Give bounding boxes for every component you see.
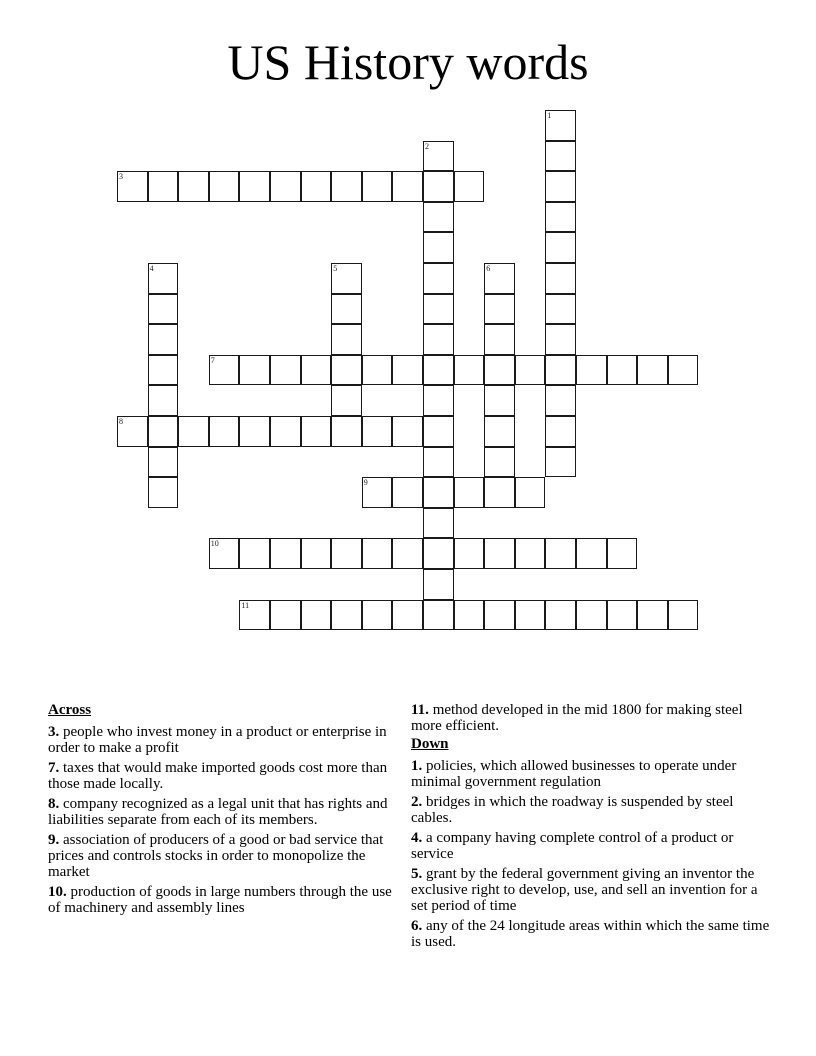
grid-cell[interactable] [392, 538, 423, 569]
grid-cell[interactable] [301, 355, 332, 386]
grid-cell[interactable] [668, 355, 699, 386]
grid-cell[interactable] [515, 600, 546, 631]
grid-cell[interactable] [423, 416, 454, 447]
grid-cell[interactable] [423, 538, 454, 569]
grid-cell[interactable] [423, 569, 454, 600]
grid-cell[interactable] [484, 538, 515, 569]
grid-cell[interactable] [117, 416, 148, 447]
grid-cell[interactable] [392, 171, 423, 202]
grid-cell[interactable] [148, 324, 179, 355]
grid-cell[interactable] [331, 263, 362, 294]
cell-number: 4 [149, 264, 154, 273]
grid-cell[interactable] [545, 324, 576, 355]
grid-cell[interactable] [454, 600, 485, 631]
grid-cell[interactable] [331, 600, 362, 631]
grid-cell[interactable] [423, 600, 454, 631]
cell-number: 10 [210, 539, 219, 549]
grid-cell[interactable] [545, 385, 576, 416]
grid-cell[interactable] [484, 385, 515, 416]
grid-cell[interactable] [545, 416, 576, 447]
grid-cell[interactable] [209, 171, 240, 202]
grid-cell[interactable] [484, 294, 515, 325]
grid-cell[interactable] [454, 355, 485, 386]
grid-cell[interactable] [148, 447, 179, 478]
grid-cell[interactable] [484, 355, 515, 386]
grid-cell[interactable] [423, 385, 454, 416]
grid-cell[interactable] [515, 538, 546, 569]
clue-number: 2. [411, 794, 423, 810]
grid-cell[interactable] [423, 171, 454, 202]
grid-cell[interactable] [270, 600, 301, 631]
grid-cell[interactable] [576, 355, 607, 386]
clue-across-7 [48, 760, 393, 792]
clue-number: 3. [48, 724, 60, 740]
grid-cell[interactable] [423, 202, 454, 233]
clue-number: 5. [411, 866, 423, 882]
grid-cell[interactable] [362, 355, 393, 386]
cell-number: 11 [241, 600, 250, 610]
grid-cell[interactable] [239, 171, 270, 202]
grid-cell[interactable] [423, 477, 454, 508]
grid-cell[interactable] [545, 600, 576, 631]
grid-cell[interactable] [270, 171, 301, 202]
grid-cell[interactable] [331, 416, 362, 447]
grid-cell[interactable] [148, 171, 179, 202]
grid-cell[interactable] [362, 538, 393, 569]
grid-cell[interactable] [423, 508, 454, 539]
grid-cell[interactable] [423, 355, 454, 386]
grid-cell[interactable] [301, 171, 332, 202]
page-title: US History words [227, 34, 589, 90]
clue-across-11 [411, 702, 776, 734]
cell-number: 9 [363, 478, 368, 488]
grid-cell[interactable] [301, 538, 332, 569]
grid-cell[interactable] [607, 355, 638, 386]
grid-cell[interactable] [423, 232, 454, 263]
grid-cell[interactable] [148, 355, 179, 386]
grid-cell[interactable] [545, 110, 576, 141]
clue-text: any of the 24 longitude areas within which the same time is used. [411, 918, 770, 950]
cell-number: 8 [119, 417, 123, 426]
grid-cell[interactable] [668, 600, 699, 631]
clue-number: 11. [411, 702, 429, 718]
clues-left-column [48, 702, 393, 920]
grid-cell[interactable] [331, 385, 362, 416]
cell-number: 5 [333, 264, 338, 273]
grid-cell[interactable] [331, 171, 362, 202]
grid-cell[interactable] [239, 538, 270, 569]
clue-text: association of producers of a good or bad service that prices and controls stocks in order to monopolize the market [48, 832, 384, 880]
grid-cell[interactable] [545, 263, 576, 294]
grid-cell[interactable] [392, 416, 423, 447]
grid-cell[interactable] [209, 538, 240, 569]
grid-cell[interactable] [545, 202, 576, 233]
grid-cell[interactable] [331, 538, 362, 569]
grid-cell[interactable] [362, 416, 393, 447]
clue-text: production of goods in large numbers through the use of machinery and assembly lines [48, 884, 392, 916]
grid-cell[interactable] [484, 477, 515, 508]
grid-cell[interactable] [209, 355, 240, 386]
grid-cell[interactable] [423, 447, 454, 478]
grid-cell[interactable] [239, 355, 270, 386]
grid-cell[interactable] [454, 171, 485, 202]
clue-text: company recognized as a legal unit that has rights and liabilities separate from each of its members. [48, 796, 388, 828]
grid-cell[interactable] [484, 600, 515, 631]
clue-across-10 [48, 884, 393, 916]
clue-number: 9. [48, 832, 60, 848]
grid-cell[interactable] [576, 600, 607, 631]
grid-cell[interactable] [545, 538, 576, 569]
clue-number: 10. [48, 884, 67, 900]
clue-down-6 [411, 918, 776, 950]
clue-number: 8. [48, 796, 60, 812]
grid-cell[interactable] [331, 294, 362, 325]
grid-cell[interactable] [423, 294, 454, 325]
grid-cell[interactable] [117, 171, 148, 202]
grid-cell[interactable] [148, 263, 179, 294]
clue-down-2 [411, 794, 776, 826]
grid-cell[interactable] [423, 141, 454, 172]
grid-cell[interactable] [545, 171, 576, 202]
grid-cell[interactable] [545, 141, 576, 172]
clue-text: taxes that would make imported goods cost more than those made locally. [48, 760, 388, 792]
grid-cell[interactable] [148, 416, 179, 447]
cell-number: 3 [119, 172, 123, 182]
clue-down-4 [411, 830, 776, 862]
cell-number: 1 [547, 111, 552, 120]
clues-right-column [411, 702, 776, 954]
down-heading: Down [411, 736, 449, 752]
grid-cell[interactable] [607, 600, 638, 631]
grid-cell[interactable] [637, 600, 668, 631]
grid-cell[interactable] [637, 355, 668, 386]
grid-cell[interactable] [484, 263, 515, 294]
grid-cell[interactable] [270, 355, 301, 386]
clue-text: bridges in which the roadway is suspended by steel cables. [411, 794, 734, 826]
grid-cell[interactable] [545, 294, 576, 325]
clue-text: method developed in the mid 1800 for making steel more efficient. [411, 702, 743, 734]
grid-cell[interactable] [545, 447, 576, 478]
grid-cell[interactable] [362, 477, 393, 508]
clue-across-9 [48, 832, 393, 880]
grid-cell[interactable] [545, 355, 576, 386]
across-heading: Across [48, 702, 92, 718]
clue-across-8 [48, 796, 393, 828]
grid-cell[interactable] [576, 538, 607, 569]
grid-cell[interactable] [148, 385, 179, 416]
grid-cell[interactable] [362, 600, 393, 631]
grid-cell[interactable] [331, 355, 362, 386]
cell-number: 2 [425, 141, 429, 151]
grid-cell[interactable] [392, 477, 423, 508]
grid-cell[interactable] [362, 171, 393, 202]
grid-cell[interactable] [423, 324, 454, 355]
grid-cell[interactable] [301, 416, 332, 447]
clue-number: 1. [411, 758, 423, 774]
grid-cell[interactable] [423, 263, 454, 294]
grid-cell[interactable] [239, 416, 270, 447]
grid-cell[interactable] [178, 171, 209, 202]
grid-cell[interactable] [209, 416, 240, 447]
clue-number: 7. [48, 760, 60, 776]
clue-number: 6. [411, 918, 423, 934]
grid-cell[interactable] [515, 355, 546, 386]
cell-number: 6 [486, 264, 491, 273]
clue-text: people who invest money in a product or enterprise in order to make a profit [48, 724, 387, 756]
grid-cell[interactable] [484, 416, 515, 447]
grid-cell[interactable] [545, 232, 576, 263]
grid-cell[interactable] [454, 538, 485, 569]
grid-cell[interactable] [392, 600, 423, 631]
clue-text: a company having complete control of a product or service [411, 830, 734, 862]
clue-across-3 [48, 724, 393, 756]
grid-cell[interactable] [331, 324, 362, 355]
clue-down-5 [411, 866, 776, 914]
grid-cell[interactable] [239, 600, 270, 631]
grid-cell[interactable] [392, 355, 423, 386]
clue-text: policies, which allowed businesses to operate under minimal government regulation [411, 758, 737, 790]
cell-number: 7 [210, 355, 215, 365]
grid-cell[interactable] [454, 477, 485, 508]
grid-cell[interactable] [484, 324, 515, 355]
clue-down-1 [411, 758, 776, 790]
grid-cell[interactable] [270, 538, 301, 569]
grid-cell[interactable] [270, 416, 301, 447]
grid-cell[interactable] [484, 447, 515, 478]
grid-cell[interactable] [301, 600, 332, 631]
grid-cell[interactable] [607, 538, 638, 569]
grid-cell[interactable] [515, 477, 546, 508]
grid-cell[interactable] [178, 416, 209, 447]
clue-number: 4. [411, 830, 423, 846]
grid-cell[interactable] [148, 477, 179, 508]
clue-text: grant by the federal government giving an inventor the exclusive right to develop, use, and sell an invention for a set period of time [411, 866, 758, 914]
grid-cell[interactable] [148, 294, 179, 325]
